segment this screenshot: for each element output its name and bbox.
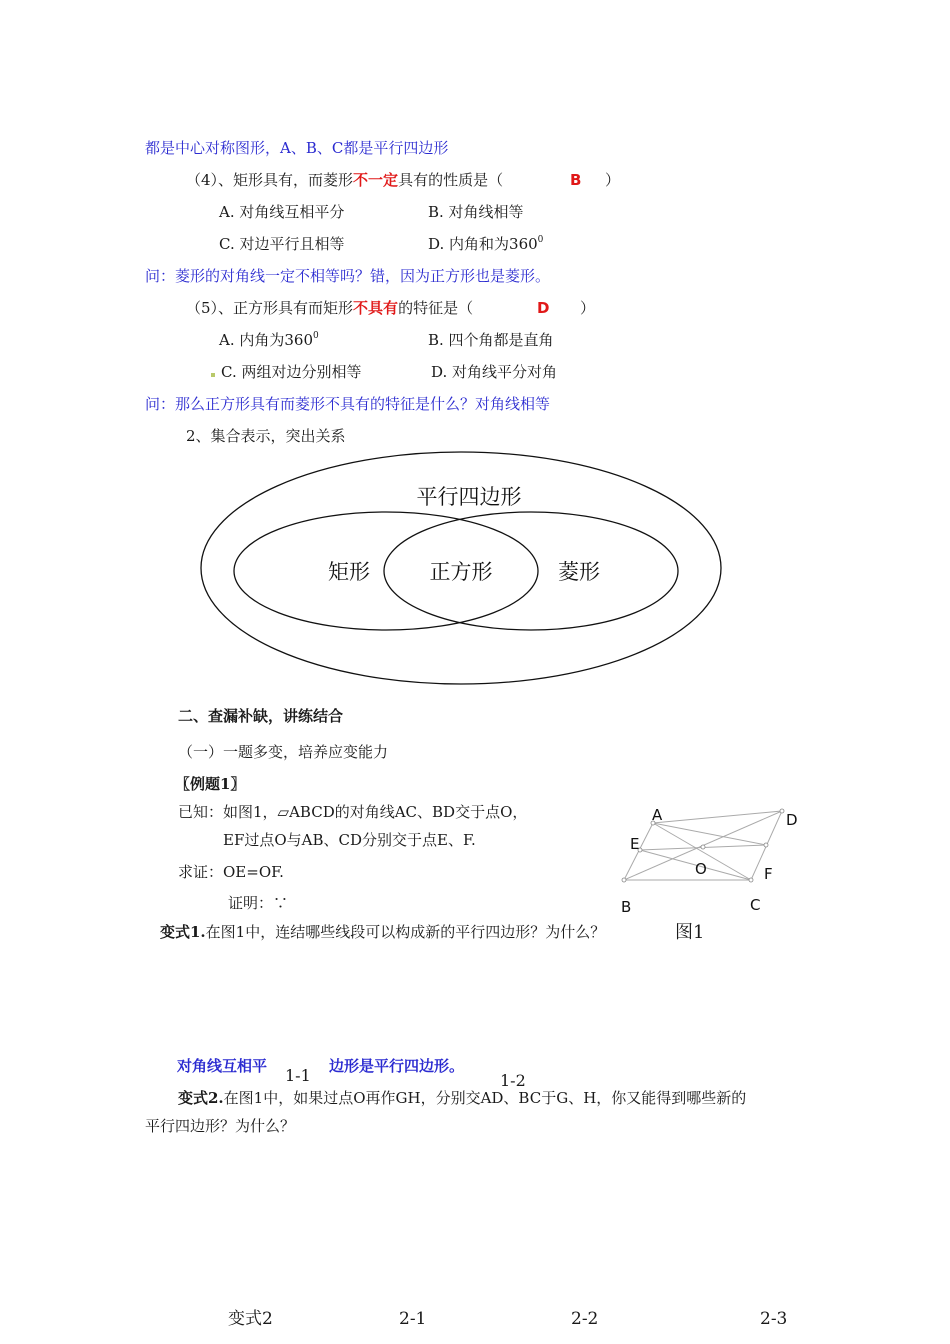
variant-2 [178,1088,746,1108]
label-c: C [750,896,761,914]
q4-option-d-text: D. 内角和为360 [428,235,538,253]
q4-answer: B [570,171,582,189]
intro-line: 都是中心对称图形，A、B、C都是平行四边形 [145,139,449,157]
point-f [764,843,768,847]
venn-parallelogram-label: 平行四边形 [416,485,522,509]
answer-right: 边形是平行四边形。 [329,1057,465,1075]
q4-option-b: B. 对角线相等 [428,203,524,221]
example-1-heading: 〖例题1〗 [175,775,246,793]
prove-line: 求证：OE=OF. [178,863,284,881]
stray-mark [211,373,215,377]
figure-1-parallelogram [608,795,808,920]
q5-close-paren: ） [580,299,596,317]
point-c [749,878,753,882]
variant-1 [160,922,605,942]
segment-af [653,823,766,845]
bottom-variant-2-label: 变式2 [228,1309,273,1329]
q4-close-paren: ） [605,171,621,189]
given-line-1: 已知：如图1，▱ABCD的对角线AC、BD交于点O， [178,803,528,821]
figure-1-caption: 图1 [675,922,705,943]
q4-suffix: 具有的性质是（ [398,171,504,189]
q5-option-d: D. 对角线平分对角 [431,363,558,381]
venn-rectangle-label: 矩形 [328,560,370,584]
variant-2-text: 在图1中，如果过点O再作GH，分别交AD、BC于G、H，你又能得到哪些新的 [223,1089,747,1107]
q4-option-c: C. 对边平行且相等 [219,235,345,253]
point-d [780,809,784,813]
q4-prefix: （4）、矩形具有，而菱形 [186,171,354,189]
label-o: O [695,860,707,878]
q4-option-d-sup: 0 [537,235,544,245]
variant-1-text: 在图1中，连结哪些线段可以构成新的平行四边形？为什么？ [205,923,606,941]
figure-2-3-label: 2-3 [760,1309,788,1329]
q5-answer: D [537,299,550,317]
venn-square-label: 正方形 [429,560,493,584]
venn-diagram [195,448,730,688]
point-o [701,845,705,849]
q5-prefix: （5）、正方形具有而矩形 [186,299,354,317]
q4-emphasis: 不一定 [353,171,399,189]
label-e: E [630,835,640,853]
q4-option-d [428,234,543,254]
point-b [622,878,626,882]
q5-suffix: 的特征是（ [398,299,474,317]
q4-option-a: A. 对角线互相平分 [219,203,345,221]
figure-2-1-label: 2-1 [399,1309,427,1329]
q5-option-b: B. 四个角都是直角 [428,331,554,349]
q5-option-c: C. 两组对边分别相等 [221,363,362,381]
label-d: D [786,811,798,829]
proof-line: 证明：∵ [228,894,289,912]
question-5 [186,298,473,318]
label-b: B [621,898,632,916]
question-4 [186,170,503,190]
q5-emphasis: 不具有 [353,299,399,317]
figure-1-2-label: 1-2 [500,1071,526,1090]
figure-1-1-label: 1-1 [285,1066,311,1085]
section-2-heading: 二、查漏补缺，讲练结合 [178,707,344,725]
variant-2-text-cont: 平行四边形？为什么？ [145,1117,296,1135]
q5-option-a [219,330,319,350]
question-ask-1: 问：菱形的对角线一定不相等吗？错，因为正方形也是菱形。 [145,267,551,285]
figure-2-2-label: 2-2 [571,1309,599,1329]
venn-rhombus-label: 菱形 [558,560,600,584]
q5-option-a-sup: 0 [313,331,319,341]
question-ask-2: 问：那么正方形具有而菱形不具有的特征是什么？对角线相等 [145,395,551,413]
subsection-1-heading: （一）一题多变，培养应变能力 [178,743,389,761]
q5-option-a-text: A. 内角为360 [219,331,313,349]
label-a: A [652,806,663,824]
variant-1-label: 变式1. [160,923,206,941]
given-line-2: EF过点O与AB、CD分别交于点E、F. [223,831,476,849]
variant-2-label: 变式2. [178,1089,224,1107]
venn-rhombus-ellipse [384,512,678,630]
set-heading: 2、集合表示，突出关系 [186,427,346,445]
label-f: F [764,865,773,883]
answer-left: 对角线互相平 [177,1057,268,1075]
